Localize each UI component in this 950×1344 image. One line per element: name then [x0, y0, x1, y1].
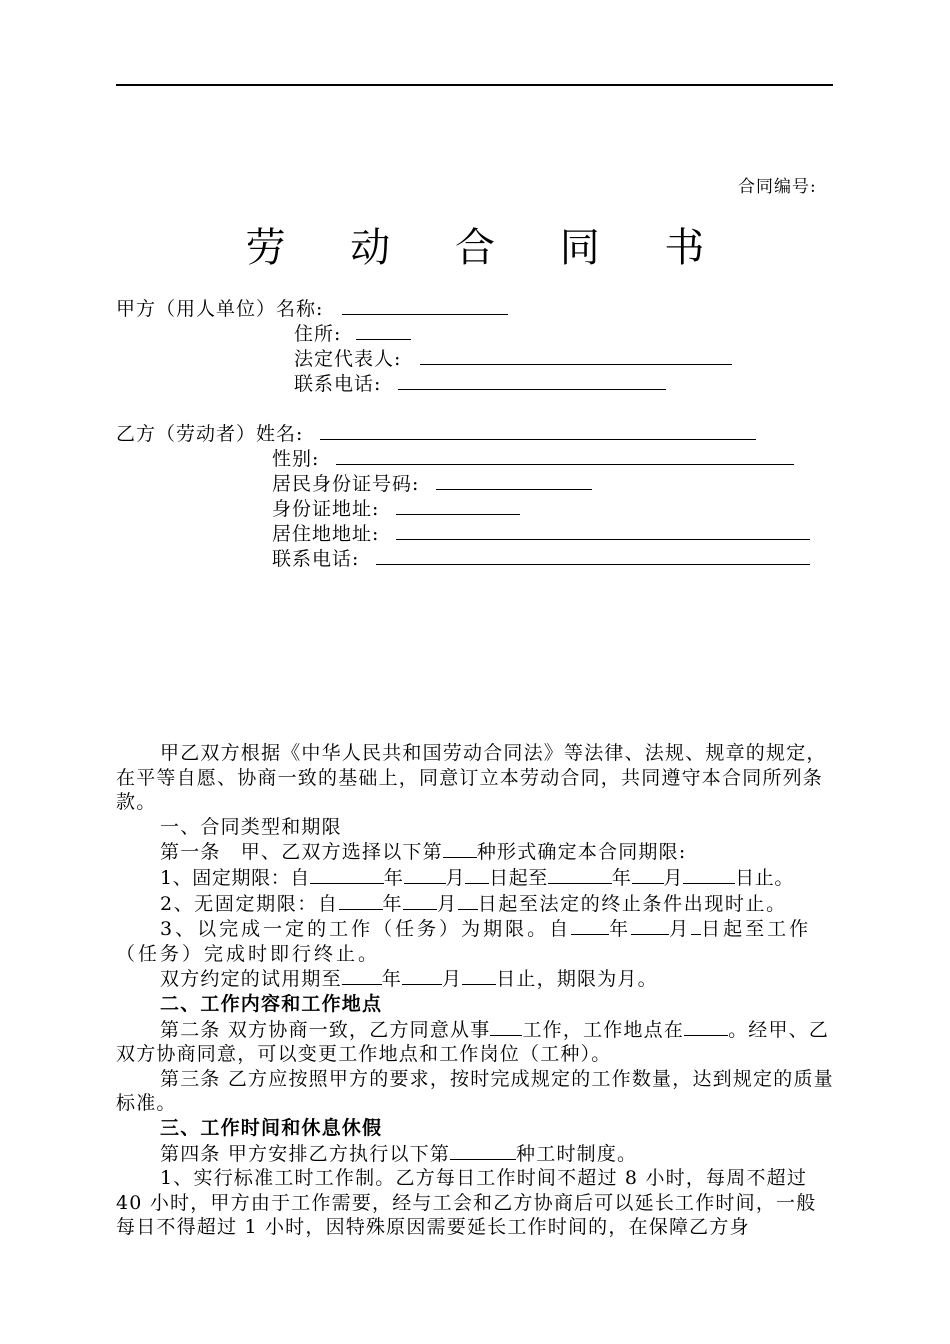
party-b-id-row — [272, 470, 592, 497]
contract-body — [116, 741, 834, 1240]
section-1-heading: 一、合同类型和期限 — [160, 815, 342, 838]
party-a-address-row — [294, 320, 411, 347]
party-b-name-row — [116, 420, 756, 447]
article-3: 第三条 乙方应按照甲方的要求，按时完成规定的工作数量，达到规定的质量标准。 — [116, 1067, 834, 1115]
party-a-phone-row — [294, 370, 666, 397]
fixed-term-line: 1、固定期限：自 年 月 日起至 年 月 日止。 — [160, 866, 794, 889]
party-b-id-label: 居民身份证号码: — [272, 473, 420, 495]
trial-period-line: 双方约定的试用期至 年 月 日止，期限为月。 — [160, 968, 658, 991]
party-b-gender-label: 性别: — [272, 448, 320, 470]
article-4: 第四条 甲方安排乙方执行以下第 种工时制度。 — [160, 1142, 638, 1165]
party-a-rep-row — [294, 345, 732, 372]
party-a-name-field[interactable] — [342, 295, 508, 315]
party-b-id-address-label: 身份证地址: — [272, 498, 380, 520]
party-a-rep-field[interactable] — [420, 345, 732, 365]
party-b-id-address-field[interactable] — [396, 495, 520, 515]
article-2: 第二条 双方协商一致，乙方同意从事 工作，工作地点在 。经甲、乙双方协商同意，可以变更工作地点和工作岗位（工种）。 — [116, 1018, 830, 1066]
party-b-gender-field[interactable] — [336, 445, 794, 465]
party-b-phone-field[interactable] — [376, 545, 810, 565]
party-a-name-label: 甲方（用人单位）名称: — [116, 298, 324, 320]
party-a-address-label: 住所: — [294, 323, 342, 345]
party-a-name-row — [116, 295, 508, 322]
contract-number-label: 合同编号: — [738, 177, 817, 197]
party-b-phone-label: 联系电话: — [272, 548, 360, 570]
task-term-line: 3、以完成一定的工作（任务）为期限。自 年 月 日起至工作（任务）完成时即行终止。 — [116, 918, 812, 965]
party-b-gender-row — [272, 445, 794, 472]
article-4-item-1: 1、实行标准工时工作制。乙方每日工作时间不超过 8 小时，每周不超过 40 小时，甲方由于工作需要，经与工会和乙方协商后可以延长工作时间，一般每日不得超过 1 小时，因特殊原因需要延长工作时间的，在保障乙方身 — [116, 1167, 817, 1239]
party-b-name-label: 乙方（劳动者）姓名: — [116, 423, 304, 445]
party-b-residence-row — [272, 520, 810, 547]
party-a-address-field[interactable] — [356, 320, 411, 340]
party-a-rep-label: 法定代表人: — [294, 348, 402, 370]
party-a-phone-label: 联系电话: — [294, 373, 382, 395]
party-b-phone-row — [272, 545, 810, 572]
article-1: 第一条 甲、乙双方选择以下第 种形式确定本合同期限: — [160, 841, 687, 864]
section-2-heading: 二、工作内容和工作地点 — [160, 992, 383, 1015]
intro-paragraph: 甲乙双方根据《中华人民共和国劳动合同法》等法律、法规、规章的规定，在平等自愿、协商一致的基础上，同意订立本劳动合同，共同遵守本合同所列条款。 — [116, 742, 827, 814]
party-b-residence-label: 居住地地址: — [272, 523, 380, 545]
section-3-heading: 三、工作时间和休息休假 — [160, 1116, 383, 1139]
open-term-line: 2、无固定期限：自 年 月 日起至法定的终止条件出现时止。 — [160, 892, 787, 915]
form-choice-blank[interactable] — [443, 839, 477, 858]
party-b-name-field[interactable] — [320, 420, 756, 440]
document-title: 劳 动 合 同 书 — [245, 225, 731, 271]
header-rule — [116, 84, 833, 86]
party-b-id-field[interactable] — [436, 470, 592, 490]
party-a-phone-field[interactable] — [398, 370, 666, 390]
party-b-id-address-row — [272, 495, 520, 522]
party-b-residence-field[interactable] — [396, 520, 810, 540]
